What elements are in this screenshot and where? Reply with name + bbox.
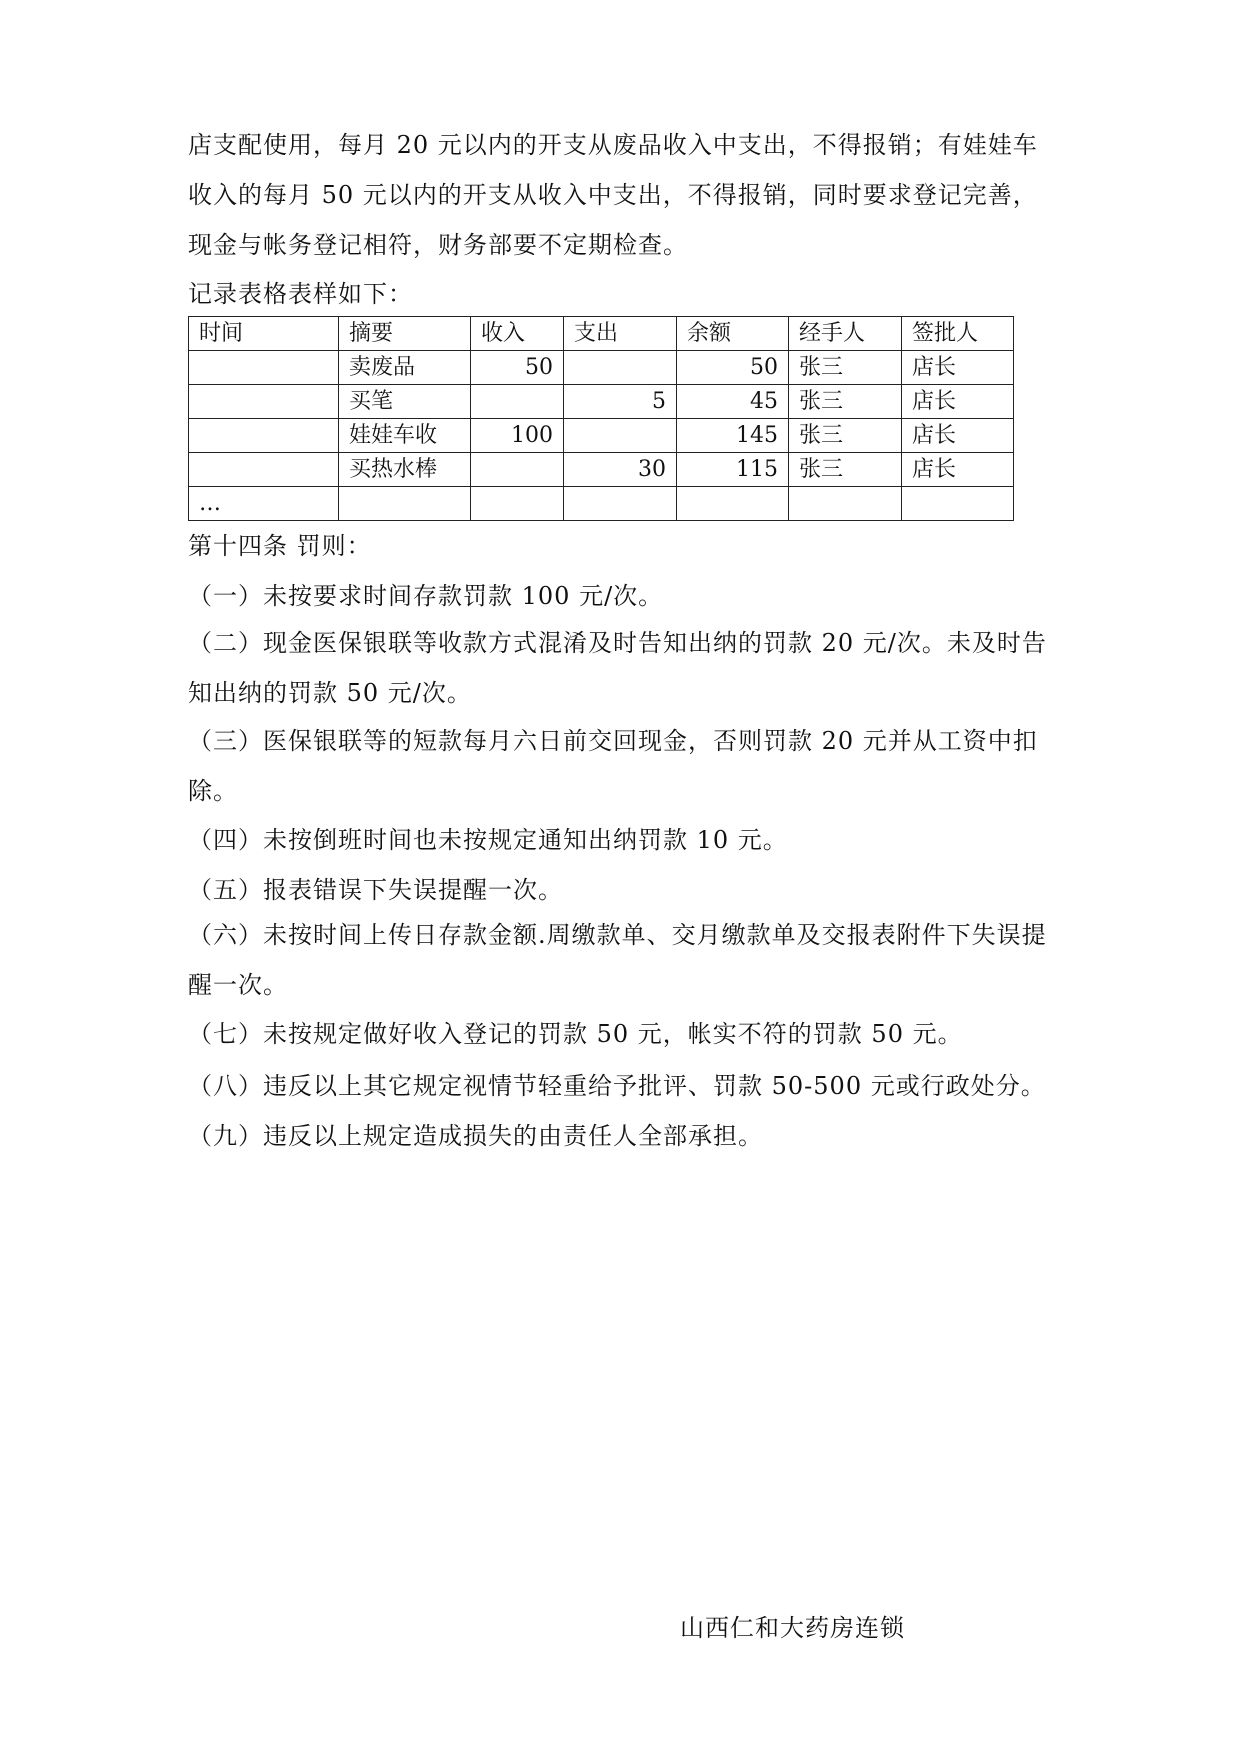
cell-summary: [339, 487, 471, 521]
penalty-item: （六）未按时间上传日存款金额.周缴款单、交月缴款单及交报表附件下失误提醒一次。: [188, 921, 1047, 999]
cell-summary: 卖废品: [339, 351, 471, 385]
penalty-item: （五）报表错误下失误提醒一次。: [188, 876, 563, 904]
cell-balance: 145: [677, 419, 789, 453]
cell-handler: [789, 487, 902, 521]
cell-time: [189, 453, 339, 487]
cell-balance: [677, 487, 789, 521]
table-header-row: [189, 317, 1014, 351]
header-summary: 摘要: [339, 317, 471, 351]
penalty-item: （九）违反以上规定造成损失的由责任人全部承担。: [188, 1122, 763, 1150]
cell-time: …: [189, 487, 339, 521]
cell-handler: 张三: [789, 453, 902, 487]
header-approver: 签批人: [902, 317, 1014, 351]
table-row: [189, 453, 1014, 487]
table-row: [189, 487, 1014, 521]
cell-income: [471, 487, 564, 521]
cell-balance: 115: [677, 453, 789, 487]
cell-expense: [564, 487, 677, 521]
cell-time: [189, 419, 339, 453]
cell-handler: 张三: [789, 419, 902, 453]
cell-expense: 5: [564, 385, 677, 419]
penalty-item: （四）未按倒班时间也未按规定通知出纳罚款 10 元。: [188, 826, 788, 854]
header-balance: 余额: [677, 317, 789, 351]
cell-approver: 店长: [902, 351, 1014, 385]
cell-time: [189, 385, 339, 419]
penalty-item: （三）医保银联等的短款每月六日前交回现金，否则罚款 20 元并从工资中扣除。: [188, 727, 1038, 805]
table-intro: 记录表格表样如下：: [188, 280, 413, 308]
penalty-item: （一）未按要求时间存款罚款 100 元/次。: [188, 582, 664, 610]
cell-income: [471, 385, 564, 419]
penalty-item: （七）未按规定做好收入登记的罚款 50 元，帐实不符的罚款 50 元。: [188, 1020, 963, 1048]
cell-expense: [564, 351, 677, 385]
record-table: [188, 316, 1014, 521]
cell-time: [189, 351, 339, 385]
cell-summary: 娃娃车收: [339, 419, 471, 453]
cell-handler: 张三: [789, 385, 902, 419]
header-expense: 支出: [564, 317, 677, 351]
penalty-item: （八）违反以上其它规定视情节轻重给予批评、罚款 50-500 元或行政处分。: [188, 1072, 1046, 1100]
cell-expense: 30: [564, 453, 677, 487]
cell-approver: 店长: [902, 419, 1014, 453]
section-title: 第十四条 罚则：: [188, 532, 372, 560]
cell-expense: [564, 419, 677, 453]
table-row: [189, 419, 1014, 453]
cell-income: 100: [471, 419, 564, 453]
cell-balance: 50: [677, 351, 789, 385]
cell-balance: 45: [677, 385, 789, 419]
cell-income: [471, 453, 564, 487]
cell-income: 50: [471, 351, 564, 385]
header-time: 时间: [189, 317, 339, 351]
penalty-item: （二）现金医保银联等收款方式混淆及时告知出纳的罚款 20 元/次。未及时告知出纳的罚款 50 元/次。: [188, 629, 1047, 707]
table-row: [189, 385, 1014, 419]
cell-approver: 店长: [902, 385, 1014, 419]
cell-approver: 店长: [902, 453, 1014, 487]
header-income: 收入: [471, 317, 564, 351]
table-row: [189, 351, 1014, 385]
company-signature: 山西仁和大药房连锁: [680, 1614, 905, 1642]
intro-paragraph: 店支配使用，每月 20 元以内的开支从废品收入中支出，不得报销；有娃娃车收入的每月 50 元以内的开支从收入中支出，不得报销，同时要求登记完善，现金与帐务登记相符，财务部要不定期检查。: [188, 131, 1038, 259]
cell-approver: [902, 487, 1014, 521]
cell-summary: 买热水棒: [339, 453, 471, 487]
header-handler: 经手人: [789, 317, 902, 351]
cell-summary: 买笔: [339, 385, 471, 419]
cell-handler: 张三: [789, 351, 902, 385]
